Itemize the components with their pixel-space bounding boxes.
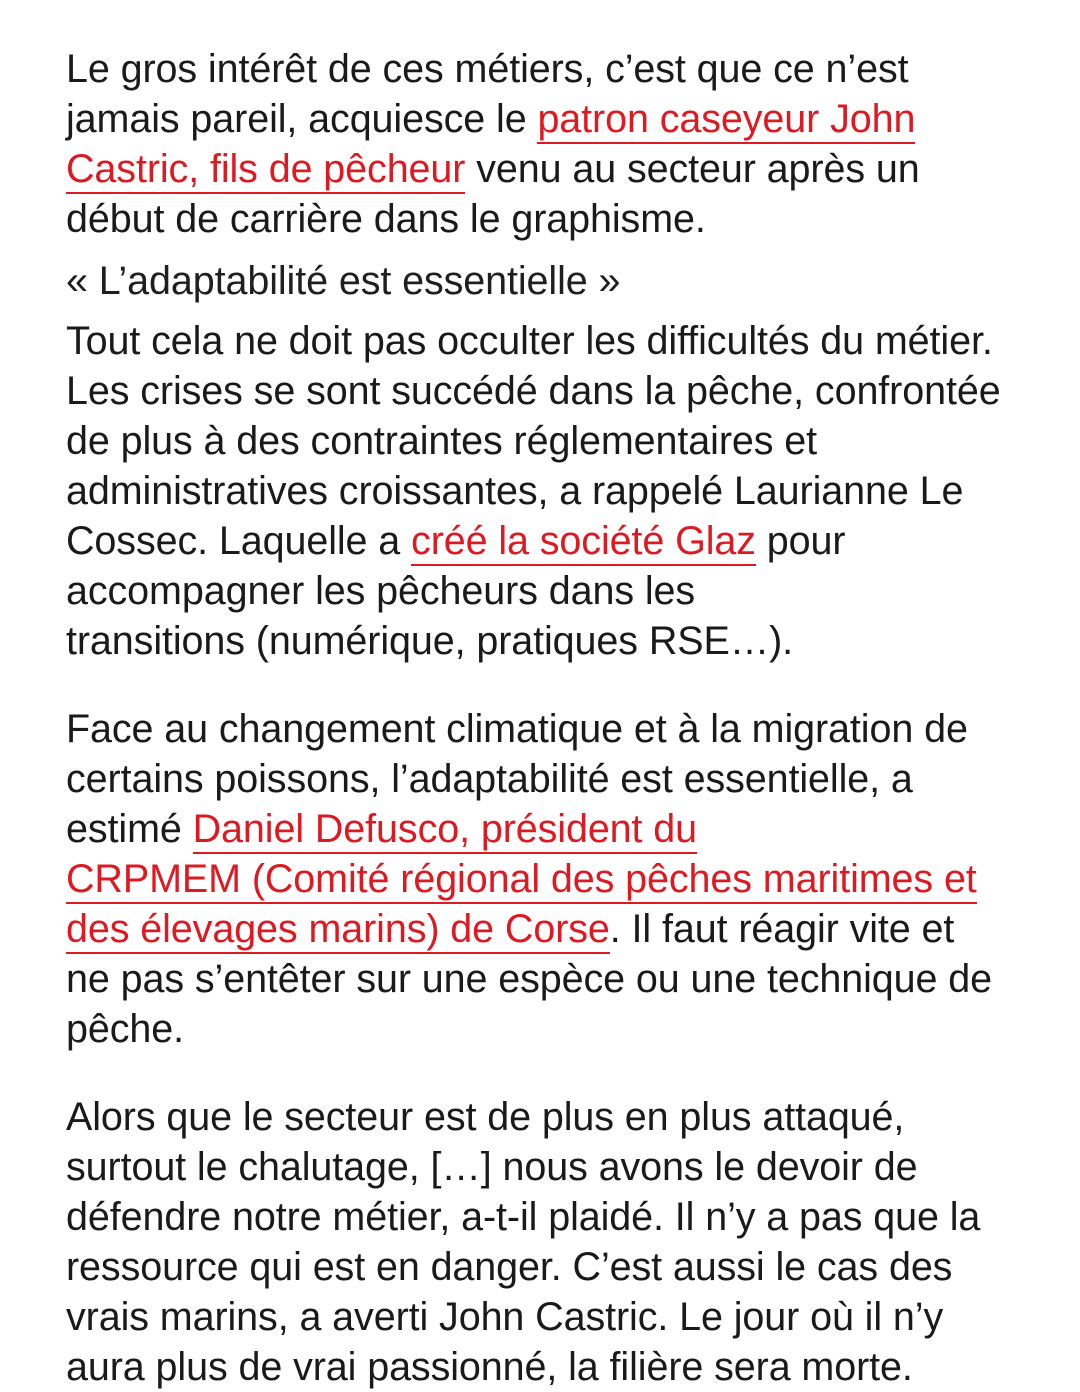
paragraph-2-text-last-line: transitions (numérique, pratiques RSE…). [66,619,794,663]
paragraph-2-text-after-link: pour accompagner les pêcheurs dans les [66,519,846,613]
paragraph-3-text-before-link: Face au changement climatique et à la migration de certains poissons, l’adaptabilité est essentielle, a estimé [66,707,968,851]
paragraph-4: Alors que le secteur est de plus en plus attaqué, surtout le chalutage, […] nous avons le devoir de défendre notre métier, a-t-il plaidé. Il n’y a pas que la ressource qui est en danger. C’est aussi le cas des vrais marins, a averti John Castric. Le jour où il n’y aura plus de vrai passionné, la filière sera morte. [66,1095,981,1389]
link-patron-caseyeur-john-castric[interactable]: patron caseyeur John Castric, fils de pêcheur [66,97,915,194]
section-heading-adaptabilite: « L’adaptabilité est essentielle » [66,259,621,303]
link-daniel-defusco-president-part1[interactable]: Daniel Defusco, président du [193,807,697,854]
paragraph-1-text-before-link: Le gros intérêt de ces métiers, c’est que ce n’est jamais pareil, acquiesce le [66,47,909,141]
paragraph-3-text-after-link: . Il faut réagir vite et ne pas s’entêter sur une espèce ou une technique de pêche. [66,907,993,1051]
paragraph-1 [66,44,1008,244]
paragraph-2 [66,316,1008,666]
paragraph-3 [66,704,1008,1054]
link-cree-la-societe-glaz[interactable]: créé la société Glaz [411,519,756,566]
link-crpmem-part2[interactable]: CRPMEM (Comité régional des pêches maritimes et des élevages marins) de Corse [66,857,977,954]
paragraph-2-text-before-link: Tout cela ne doit pas occulter les difficultés du métier. Les crises se sont succédé dans la pêche, confrontée de plus à des contraintes réglementaires et administratives croissantes, a rappelé Laurianne Le Cossec. Laquelle a [66,319,1001,563]
paragraph-1-text-after-link: venu au secteur après un début de carrière dans le graphisme. [66,147,920,241]
